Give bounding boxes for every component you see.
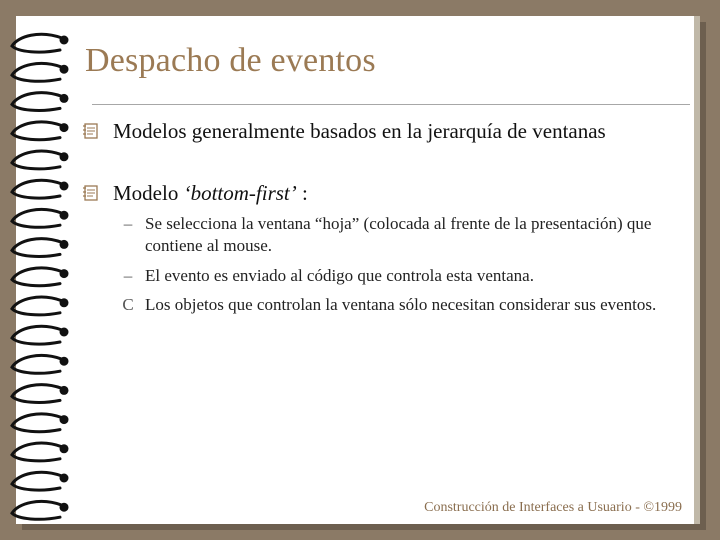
bullet-text-suffix: : [296, 181, 308, 205]
bullet-text-emphasis: ‘bottom-first’ [183, 181, 297, 205]
dash-marker: – [123, 214, 133, 233]
subbullet-item-2 [118, 265, 688, 287]
bullet-item-2 [82, 180, 682, 206]
bullet-text [113, 180, 682, 206]
bullet-text: Modelos generalmente basados en la jerarquía de ventanas [113, 119, 606, 143]
notebook-bullet-icon [82, 184, 100, 202]
slide-title: Despacho de eventos [85, 42, 376, 79]
subbullet-text: Los objetos que controlan la ventana sólo necesitan considerar sus eventos. [145, 295, 657, 314]
dash-marker: – [123, 266, 133, 285]
title-divider [92, 104, 690, 105]
subbullet-item-3 [118, 294, 688, 316]
notebook-bullet-icon [82, 122, 100, 140]
subbullet-text: Se selecciona la ventana “hoja” (colocada al frente de la presentación) que contiene al mouse. [145, 214, 652, 255]
subbullet-item-1 [118, 213, 688, 257]
bullet-item-1 [82, 118, 682, 144]
bullet-text-prefix: Modelo [113, 181, 184, 205]
subbullet-text: El evento es enviado al código que controla esta ventana. [145, 266, 534, 285]
arrow-marker-icon: C [122, 295, 134, 314]
slide-footer: Construcción de Interfaces a Usuario - ©1999 [424, 500, 682, 515]
